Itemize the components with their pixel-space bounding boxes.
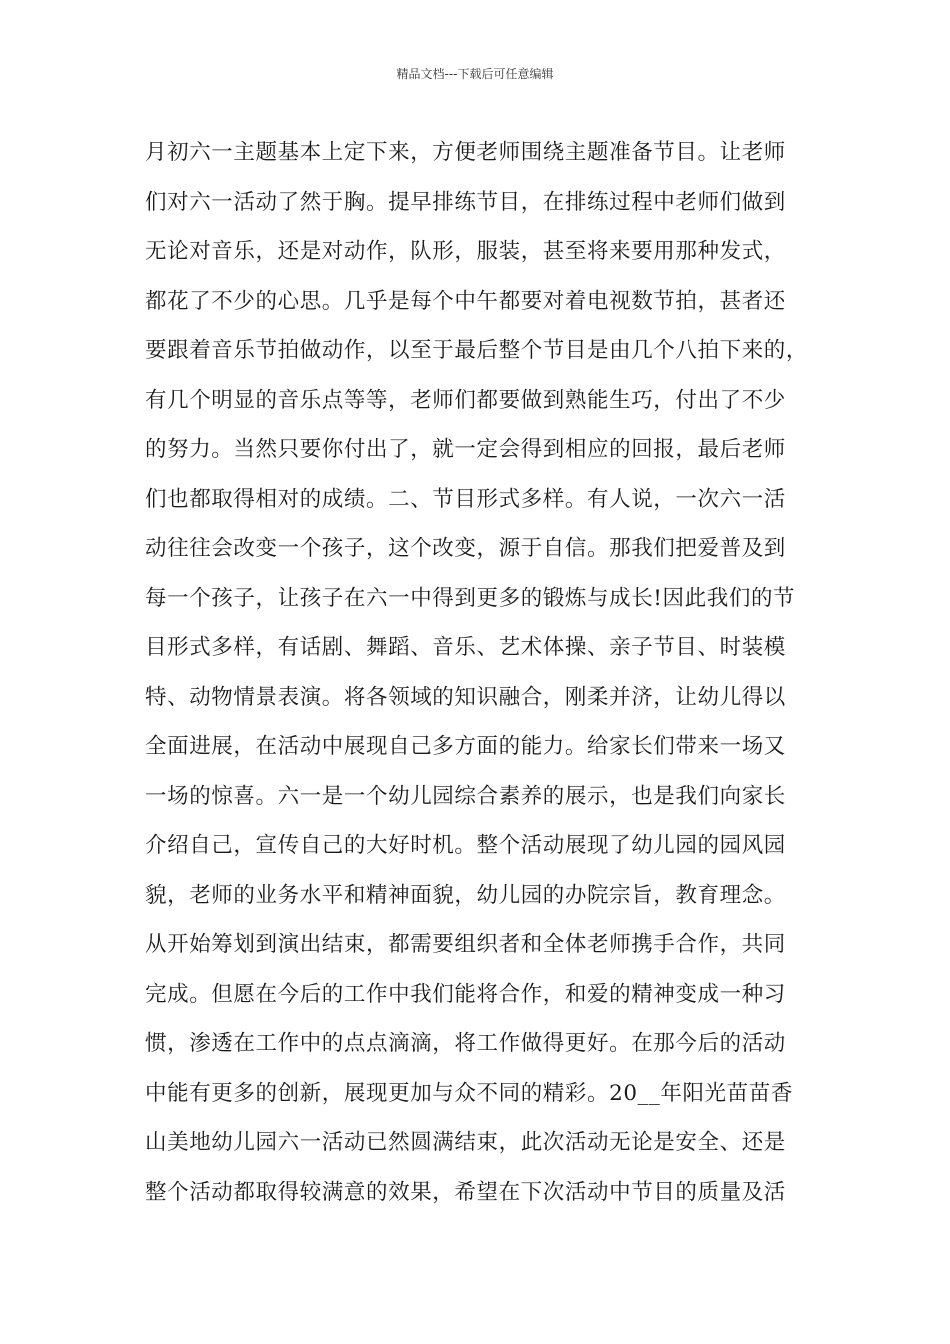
text-line: 惯，渗透在工作中的点点滴滴，将工作做得更好。在那今后的活动 <box>145 1031 786 1056</box>
document-body <box>145 133 825 1222</box>
text-line: 整个活动都取得较满意的效果，希望在下次活动中节目的质量及活 <box>145 1179 786 1205</box>
text-line: 中能有更多的创新，展现更加与众不同的精彩。20__年阳光苗苗香 <box>145 1080 793 1106</box>
text-line: 特、动物情景表演。将各领域的知识融合，刚柔并济，让幼儿得以 <box>145 684 786 710</box>
text-line: 要跟着音乐节拍做动作，以至于最后整个节目是由几个八拍下来的， <box>145 338 809 363</box>
text-line: 有几个明显的音乐点等等，老师们都要做到熟能生巧，付出了不少 <box>145 387 786 413</box>
text-line: 完成。但愿在今后的工作中我们能将合作，和爱的精神变成一种习 <box>145 981 786 1007</box>
text-line: 动往往会改变一个孩子，这个改变，源于自信。那我们把爱普及到 <box>145 536 786 561</box>
text-line: 全面进展，在活动中展现自己多方面的能力。给家长们带来一场又 <box>145 734 786 759</box>
text-line: 月初六一主题基本上定下来，方便老师围绕主题准备节目。让老师 <box>145 140 786 165</box>
text-line: 介绍自己，宣传自己的大好时机。整个活动展现了幼儿园的园风园 <box>145 833 786 858</box>
text-line: 山美地幼儿园六一活动已然圆满结束，此次活动无论是安全、还是 <box>145 1130 786 1155</box>
text-line: 无论对音乐，还是对动作，队形，服装，甚至将来要用那种发式， <box>145 239 786 264</box>
text-line: 从开始筹划到演出结束，都需要组织者和全体老师携手合作，共同 <box>145 932 786 957</box>
text-line: 都花了不少的心思。几乎是每个中午都要对着电视数节拍，甚者还 <box>145 288 786 314</box>
text-line: 一场的惊喜。六一是一个幼儿园综合素养的展示，也是我们向家长 <box>145 783 786 809</box>
page-header: 精品文档---下载后可任意编辑 <box>396 67 554 81</box>
text-line: 每一个孩子，让孩子在六一中得到更多的锻炼与成长!因此我们的节 <box>145 585 796 611</box>
text-line: 的努力。当然只要你付出了，就一定会得到相应的回报，最后老师 <box>145 437 786 462</box>
text-line: 们也都取得相对的成绩。二、节目形式多样。有人说，一次六一活 <box>145 486 786 512</box>
text-line: 目形式多样，有话剧、舞蹈、音乐、艺术体操、亲子节目、时装模 <box>145 635 786 660</box>
text-line: 貌，老师的业务水平和精神面貌，幼儿园的办院宗旨，教育理念。 <box>145 882 786 908</box>
text-line: 们对六一活动了然于胸。提早排练节目，在排练过程中老师们做到 <box>145 189 786 215</box>
